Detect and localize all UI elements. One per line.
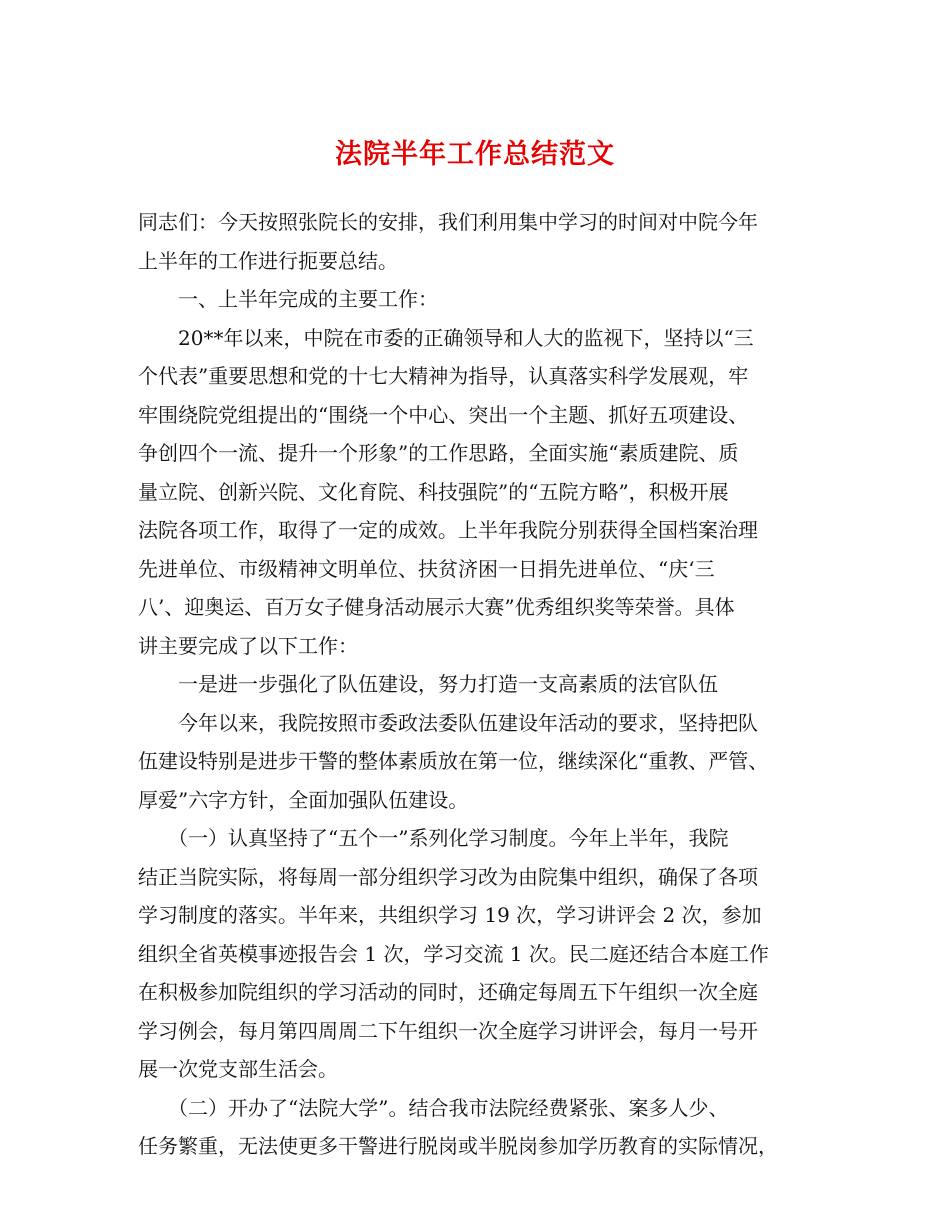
text-line: 先进单位、市级精神文明单位、扶贫济困一日捐先进单位、“庆‘三 [138,556,715,581]
text-line: 20**年以来，中院在市委的正确领导和人大的监视下，坚持以“三 [138,325,754,350]
text-line: 一、上半年完成的主要工作： [138,287,438,311]
text-line: 在积极参加院组织的学习活动的同时，还确定每周五下午组织一次全庭 [138,980,758,1004]
text-line: （一）认真坚持了“五个一”系列化学习制度。今年上半年，我院 [138,826,729,850]
text-line: 上半年的工作进行扼要总结。 [138,248,398,273]
text-line: 法院各项工作，取得了一定的成效。上半年我院分别获得全国档案治理 [138,518,758,542]
text-line: （二）开办了“法院大学”。结合我市法院经费紧张、案多人少、 [138,1095,729,1120]
text-line: 八’、迎奥运、百万女子健身活动展示大赛”优秀组织奖等荣誉。具体 [138,595,735,619]
text-line: 学习例会，每月第四周周二下午组织一次全庭学习讲评会，每月一号开 [138,1018,758,1043]
text-line: 伍建设特别是进步干警的整体素质放在第一位，继续深化“重教、严管、 [138,749,769,773]
text-line: 组织全省英模事迹报告会 1 次，学习交流 1 次。民二庭还结合本庭工作 [138,941,769,966]
text-line: 展一次党支部生活会。 [138,1057,338,1081]
document-body [138,203,818,1166]
text-line: 任务繁重，无法使更多干警进行脱岗或半脱岗参加学历教育的实际情况， [138,1134,778,1158]
text-line: 个代表”重要思想和党的十七大精神为指导，认真落实科学发展观，牢 [138,364,749,388]
text-line: 牢围绕院党组提出的“围绕一个中心、突出一个主题、抓好五项建设、 [138,402,749,427]
text-line: 争创四个一流、提升一个形象”的工作思路，全面实施“素质建院、质 [138,441,739,465]
text-line: 学习制度的落实。半年来，共组织学习 19 次，学习讲评会 2 次，参加 [138,903,762,927]
text-line: 一是进一步强化了队伍建设，努力打造一支高素质的法官队伍 [138,672,718,696]
text-line: 讲主要完成了以下工作： [138,633,358,658]
text-line: 同志们：今天按照张院长的安排，我们利用集中学习的时间对中院今年 [138,210,758,234]
document-title: 法院半年工作总结范文 [335,139,615,170]
text-line: 厚爱”六字方针，全面加强队伍建设。 [138,787,469,812]
text-line: 量立院、创新兴院、文化育院、科技强院”的“五院方略”，积极开展 [138,479,729,504]
text-line: 结正当院实际，将每周一部分组织学习改为由院集中组织，确保了各项 [138,864,758,889]
text-line: 今年以来，我院按照市委政法委队伍建设年活动的要求，坚持把队 [138,710,758,735]
